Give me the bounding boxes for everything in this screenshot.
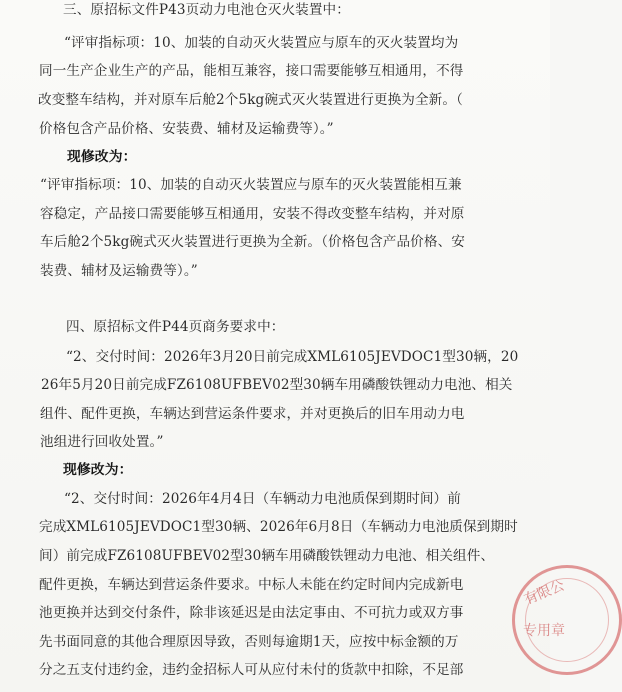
original-text-line-2: 同一生产企业生产的产品，能相互兼容，接口需要能够互相通用，不得 [39,63,464,79]
modified-delivery-line-5: 池更换并达到交付条件，除非该延迟是由法定事由、不可抗力或双方事 [39,605,464,621]
modified-text-line-1: “评审指标项：10、加装的自动灭火装置应与原车的灭火装置能相互兼 [40,177,462,193]
modified-delivery-line-3: 间）前完成FZ6108UFBEV02型30辆车用磷酸铁锂动力电池、相关组件、 [39,548,495,564]
company-seal-text-bottom: 专用章 [523,623,565,639]
original-text-line-3: 改变整车结构，并对原车后舱2个5kg碗式灭火装置进行更换为全新。（ [38,92,463,108]
section-three-title: 三、原招标文件P43页动力电池仓灭火装置中： [63,2,350,18]
modified-delivery-line-1: “2、交付时间：2026年4月4日（车辆动力电池质保到期时间）前 [64,491,461,507]
modified-delivery-line-6: 先书面同意的其他合理原因导致，否则每逾期1天，应按中标金额的万 [39,634,459,650]
original-delivery-line-2: 26年5月20日前完成FZ6108UFBEV02型30辆车用磷酸铁锂动力电池、相关 [41,377,513,393]
company-seal-inner-ring [525,578,609,662]
modified-heading-1: 现修改为： [67,149,137,165]
modified-text-line-3: 车后舱2个5kg碗式灭火装置进行更换为全新。（价格包含产品价格、安 [40,234,465,250]
original-delivery-line-3: 组件、配件更换，车辆达到营运条件要求，并对更换后的旧车用动力电 [40,406,465,422]
company-seal-text-top: 有限公 [521,577,567,609]
section-four-title: 四、原招标文件P44页商务要求中： [66,319,285,335]
modified-delivery-line-7: 分之五支付违约金，违约金招标人可从应付未付的货款中扣除，不足部 [39,662,464,678]
modified-heading-2: 现修改为： [63,462,133,478]
modified-delivery-line-4: 配件更换，车辆达到营运条件要求。中标人未能在约定时间内完成新电 [39,577,464,593]
original-delivery-line-1: “2、交付时间：2026年3月20日前完成XML6105JEVDOC1型30辆，20 [66,349,519,365]
original-delivery-line-4: 池组进行回收处置。” [40,434,164,450]
modified-text-line-4: 装费、辅材及运输费等）。” [40,263,198,279]
original-text-line-4: 价格包含产品价格、安装费、辅材及运输费等）。” [39,121,334,137]
modified-text-line-2: 容稳定，产品接口需要能够互相通用，安装不得改变整车结构，并对原 [40,206,465,222]
modified-delivery-line-2: 完成XML6105JEVDOC1型30辆、2026年6月8日（车辆动力电池质保到期时 [39,519,518,535]
company-seal [512,565,622,675]
original-text-line-1: “评审指标项：10、加装的自动灭火装置应与原车的灭火装置均为 [64,35,459,51]
